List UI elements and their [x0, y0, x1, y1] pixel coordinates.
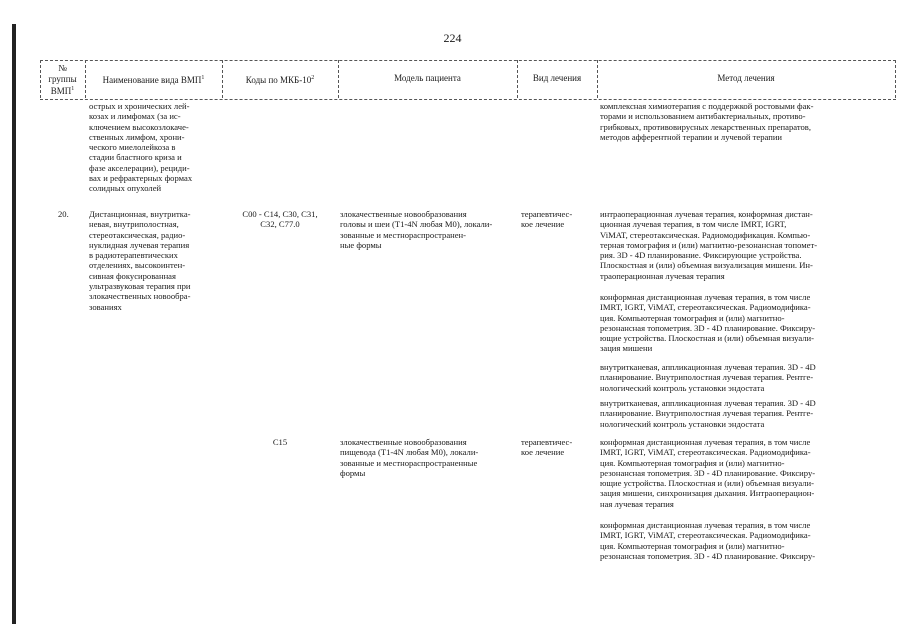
binding-edge — [12, 24, 16, 624]
continued-treatment-method: комплексная химиотерапия с поддержкой ростовыми фак- торами и использованием антибактериальных, противо- грибковых, противовирусных лекарственных препаратов, методов афферентной терапии и лучевой терапии — [600, 101, 814, 142]
header-vmp-name: Наименование вида ВМП$^1$ — [102, 75, 205, 85]
treatment-method-3: внутритканевая, аппликационная лучевая терапия. 3D - 4D планирование. Внутриполостная лучевая терапия. Рентге- нологический контроль установки эндостата — [600, 362, 816, 393]
vmp-name: Дистанционная, внутритка- невая, внутриполостная, стереотаксическая, радио- нуклидная лучевая терапия в радиотерапевтических отделениях, высокоинтен- сивная фокусированная ультразвуковая терапия при злокачественных новообра- зованиях — [89, 209, 191, 312]
icd-codes: С15 — [272, 437, 288, 447]
treatment-method-4: внутритканевая, аппликационная лучевая терапия. 3D - 4D планирование. Внутриполостная лучевая терапия. Рентге- нологический контроль установки эндостата — [600, 398, 816, 429]
header-treatment-method: Метод лечения — [717, 73, 775, 83]
page-number: 224 — [443, 31, 462, 45]
header-icd-codes: Коды по МКБ-$10^2$ — [245, 75, 315, 85]
header-patient-model: Модель пациента — [394, 73, 461, 83]
patient-model: злокачественные новообразования пищевода (T1-4N любая M0), локали- зованные и местнораспространенные формы — [340, 437, 479, 478]
group-number: 20. — [58, 209, 69, 219]
header-divider — [895, 60, 896, 98]
header-group-number: № группы ВМП$^1$ — [48, 63, 77, 96]
treatment-method-2: конформная дистанционная лучевая терапия, в том числе IMRT, IGRT, ViMAT, стереотаксическая. Радиомодифика- ция. Компьютерная томография и (или) магнитно- резонансная топометрия. 3D - 4D планирование. Фиксиру- — [600, 520, 816, 561]
icd-codes: С00 - С14, С30, С31, С32, С77.0 — [242, 209, 318, 230]
treatment-type: терапевтичес- кое лечение — [521, 437, 573, 458]
treatment-type: терапевтичес- кое лечение — [521, 209, 573, 230]
treatment-method-1: конформная дистанционная лучевая терапия, в том числе IMRT, IGRT, ViMAT, стереотаксическая. Радиомодифика- ция. Компьютерная томография и (или) магнитно- резонансная топометрия. 3D - 4D планирование. Фиксиру- ющие устройства. Плоскостная и (или) объемная визуали- зация мишени, синхронизация дыхания. Интраоперацион- ная лучевая терапия — [600, 437, 816, 509]
treatment-method-1: интраоперационная лучевая терапия, конформная дистан- ционная лучевая терапия, в том числе IMRT, IGRT, ViMAT, стереотаксическая. Радиомодификация. Компью- терная томография и (или) магнитно-резонансная топомет- рия. 3D - 4D планирование. Фиксирующие устройства. Плоскостная и (или) объемная визуализация мишени. Ин- траоперационная лучевая терапия — [600, 209, 818, 281]
treatment-method-2: конформная дистанционная лучевая терапия, в том числе IMRT, IGRT, ViMAT, стереотаксическая. Радиомодифика- ция. Компьютерная томография и (или) магнитно- резонансная топометрия. 3D - 4D планирование. Фиксиру- ющие устройства. Плоскостная и (или) объемная визуали- зация мишени — [600, 292, 816, 354]
patient-model: злокачественные новообразования головы и шеи (T1-4N любая M0), локали- зованные и местнораспространен- ные формы — [340, 209, 493, 250]
header-treatment-type: Вид лечения — [532, 73, 582, 83]
continued-vmp-name: острых и хронических лей- козах и лимфомах (за ис- ключением высокозлокаче- ственных лимфом, хрони- ческого миелолейкоза в стадии бластного криза и фазе акселерации), рециди- вах и рефрактерных формах солидных опухолей — [89, 101, 193, 194]
